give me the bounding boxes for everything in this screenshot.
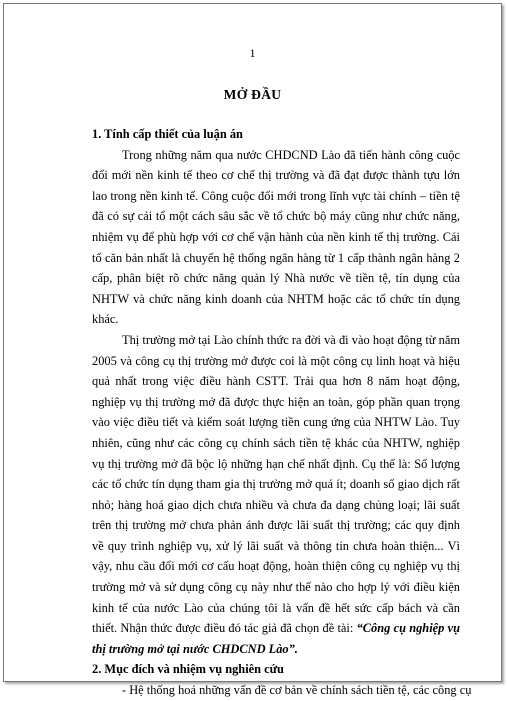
page-number: 1 bbox=[249, 46, 256, 60]
document-body bbox=[92, 124, 472, 701]
document-page bbox=[3, 3, 502, 698]
section-heading-1: 1. Tính cấp thiết của luận án bbox=[92, 127, 243, 141]
document-title: MỞ ĐẦU bbox=[223, 87, 282, 102]
paragraph-1: Trong những năm qua nước CHDCND Lào đã tiến hành công cuộc đổi mới nền kinh tế theo cơ chế thị trường và đã đạt được thành tựu lớn lao trong nền kinh tế. Công cuộc đổi mới trong lĩnh vực tài chính – tiền tệ đã có sự cải tổ một cách sâu sắc về tổ chức bộ máy cũng như chức năng, nhiệm vụ để phù hợp với cơ chế vận hành của nền kinh tế thị trường. Cái tổ căn bản nhất là chuyển hệ thống ngân hàng từ 1 cấp thành ngân hàng 2 cấp, phân biệt rõ chức năng quản lý Nhà nước về tiền tệ, tín dụng của NHTW và chức năng kinh doanh của NHTM hoặc các tổ chức tín dụng khác. bbox=[92, 147, 460, 327]
thesis-title-emphasis: “Công cụ nghiệp vụ thị trường mở tại nước CHDCND Lào”. bbox=[92, 621, 460, 656]
paragraph-2-text: Thị trường mở tại Lào chính thức ra đời và đi vào hoạt động từ năm 2005 và công cụ thị trường mở được coi là một công cụ linh hoạt và hiệu quả nhất trong việc điều hành CSTT. Trải qua hơn 8 năm hoạt động, nghiệp vụ thị trường mở đã được thực hiện an toàn, góp phần quan trọng vào việc điều tiết và kiểm soát lượng tiền cung ứng của NHTW Lào. Tuy nhiên, cũng như các công cụ chính sách tiền tệ khác của NHTW, nghiệp vụ thị trường mở đã bộc lộ những hạn chế nhất định. Cụ thể là: Số lượng các tổ chức tín dụng tham gia thị trường mở quá ít; doanh số giao dịch rất nhỏ; hàng hoá giao dịch chưa nhiều và chưa đa dạng chủng loại; lãi suất trên thị trường mở chưa phản ánh được lãi suất thị trường; các quy định về quy trình nghiệp vụ, xử lý lãi suất và thông tin chưa hoàn thiện... Vì vậy, nhu cầu đổi mới cơ cấu hoạt động, hoàn thiện công cụ nghiệp vụ thị trường mở và sử dụng công cụ này như thế nào cho hợp lý với điều kiện kinh tế của nước Lào của chúng tôi là vấn đề hết sức cấp bách và cần thiết. Nhận thức được điều đó tác giả đã chọn đề tài: bbox=[92, 332, 460, 636]
bullet-item-1: - Hệ thống hoá những vấn đề cơ bản về chính sách tiền tệ, các công cụ bbox=[122, 683, 472, 698]
section-heading-2: 2. Mục đích và nhiệm vụ nghiên cứu bbox=[92, 662, 284, 677]
paragraph-2 bbox=[92, 330, 460, 660]
